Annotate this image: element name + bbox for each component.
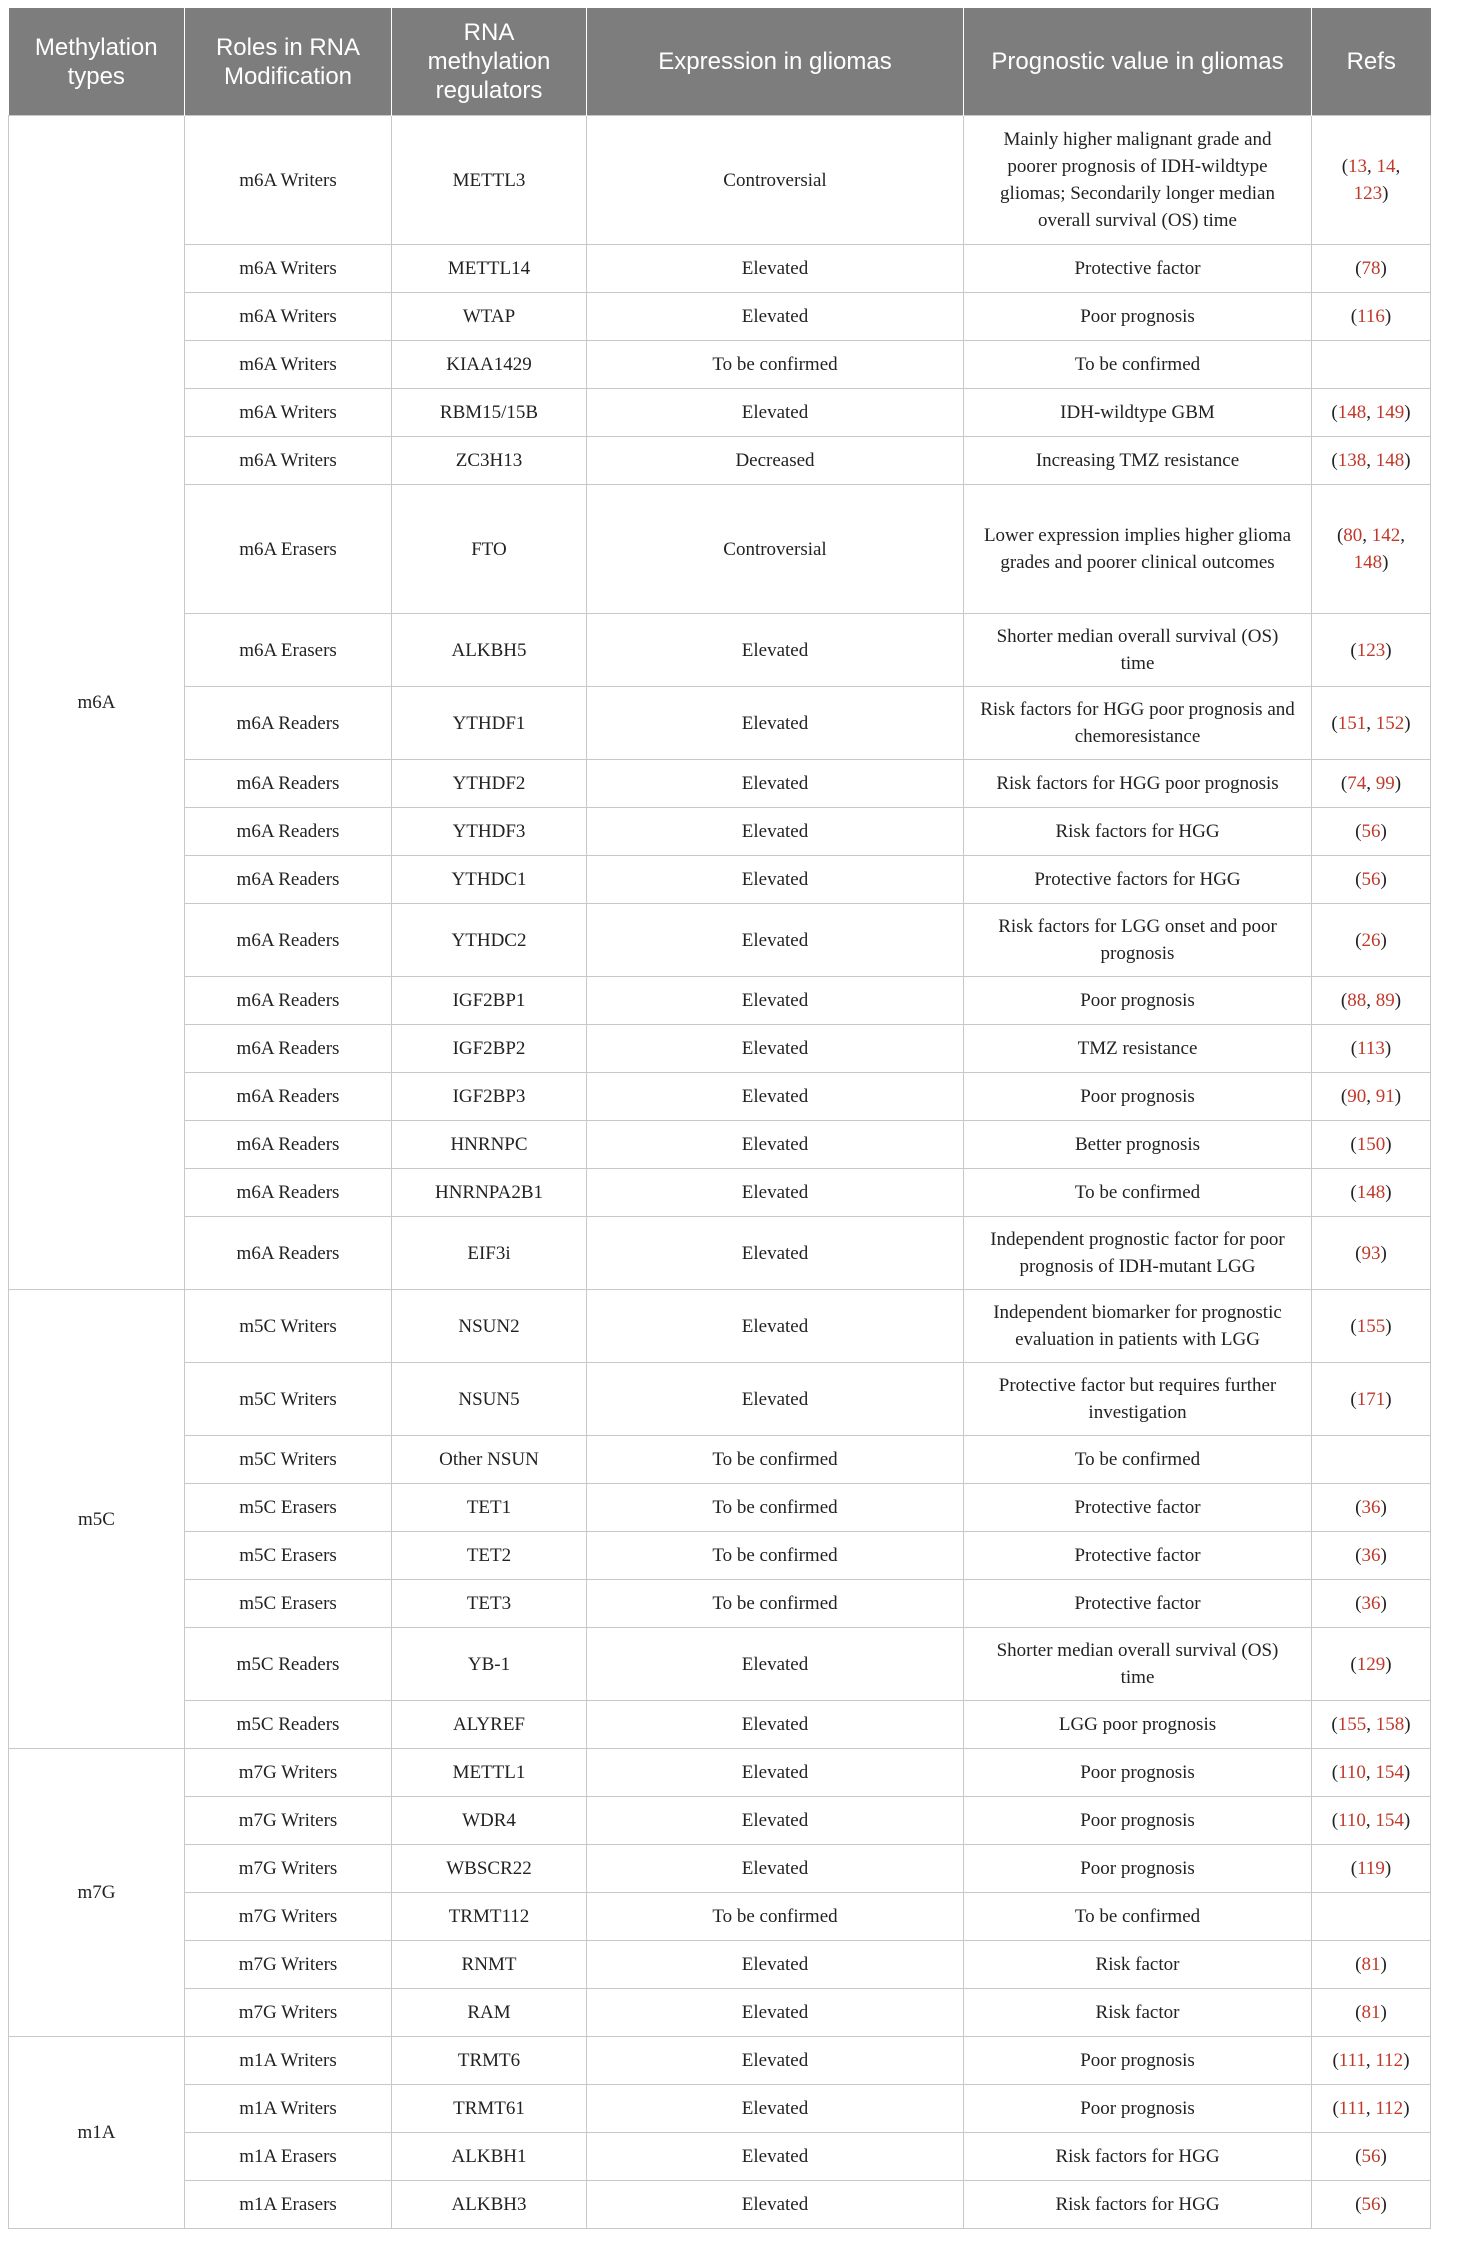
role-cell: m5C Erasers bbox=[185, 1532, 392, 1580]
refs-cell: (74, 99) bbox=[1312, 760, 1431, 808]
expression-cell: To be confirmed bbox=[587, 1436, 964, 1484]
role-cell: m5C Writers bbox=[185, 1290, 392, 1363]
expression-cell: Elevated bbox=[587, 2133, 964, 2181]
expression-cell: To be confirmed bbox=[587, 1532, 964, 1580]
refs-cell: (129) bbox=[1312, 1628, 1431, 1701]
refs-cell: (81) bbox=[1312, 1941, 1431, 1989]
table-row bbox=[9, 2181, 1431, 2229]
role-cell: m5C Readers bbox=[185, 1701, 392, 1749]
regulator-cell: ALKBH5 bbox=[392, 614, 587, 687]
role-cell: m6A Writers bbox=[185, 245, 392, 293]
role-cell: m6A Readers bbox=[185, 760, 392, 808]
refs-cell: (151, 152) bbox=[1312, 687, 1431, 760]
header-expression: Expression in gliomas bbox=[587, 8, 964, 116]
refs-cell: (148) bbox=[1312, 1169, 1431, 1217]
prognostic-cell: Protective factors for HGG bbox=[964, 856, 1312, 904]
table-row bbox=[9, 2085, 1431, 2133]
ref-link[interactable]: 152 bbox=[1375, 712, 1405, 734]
expression-cell: Elevated bbox=[587, 2181, 964, 2229]
ref-link[interactable]: 171 bbox=[1356, 1388, 1386, 1410]
regulator-cell: Other NSUN bbox=[392, 1436, 587, 1484]
prognostic-cell: Poor prognosis bbox=[964, 977, 1312, 1025]
regulator-cell: ALYREF bbox=[392, 1701, 587, 1749]
role-cell: m6A Writers bbox=[185, 389, 392, 437]
role-cell: m6A Readers bbox=[185, 977, 392, 1025]
refs-cell: (93) bbox=[1312, 1217, 1431, 1290]
table-row bbox=[9, 341, 1431, 389]
methylation-regulators-table bbox=[8, 8, 1431, 2229]
regulator-cell: METTL1 bbox=[392, 1749, 587, 1797]
ref-link[interactable]: 110 bbox=[1338, 1762, 1366, 1783]
expression-cell: Elevated bbox=[587, 1989, 964, 2037]
prognostic-cell: Poor prognosis bbox=[964, 1073, 1312, 1121]
regulator-cell: RNMT bbox=[392, 1941, 587, 1989]
expression-cell: Elevated bbox=[587, 389, 964, 437]
role-cell: m5C Writers bbox=[185, 1363, 392, 1436]
ref-link[interactable]: 93 bbox=[1361, 1242, 1381, 1264]
expression-cell: To be confirmed bbox=[587, 1893, 964, 1941]
table-row bbox=[9, 437, 1431, 485]
expression-cell: Elevated bbox=[587, 1121, 964, 1169]
table-body bbox=[9, 116, 1431, 2229]
expression-cell: To be confirmed bbox=[587, 341, 964, 389]
regulator-cell: WTAP bbox=[392, 293, 587, 341]
ref-link[interactable]: 74 bbox=[1347, 773, 1367, 794]
expression-cell: Elevated bbox=[587, 2037, 964, 2085]
regulator-cell: YTHDC2 bbox=[392, 904, 587, 977]
table-row bbox=[9, 1580, 1431, 1628]
ref-link[interactable]: 151 bbox=[1337, 712, 1367, 734]
refs-cell: (110, 154) bbox=[1312, 1749, 1431, 1797]
table-row bbox=[9, 856, 1431, 904]
table-row bbox=[9, 1363, 1431, 1436]
table-row bbox=[9, 1290, 1431, 1363]
prognostic-cell: To be confirmed bbox=[964, 1169, 1312, 1217]
prognostic-cell: Increasing TMZ resistance bbox=[964, 437, 1312, 485]
role-cell: m1A Erasers bbox=[185, 2133, 392, 2181]
ref-link[interactable]: 26 bbox=[1361, 929, 1381, 951]
regulator-cell: IGF2BP2 bbox=[392, 1025, 587, 1073]
ref-link[interactable]: 111 bbox=[1338, 2050, 1366, 2071]
table-wrapper bbox=[8, 8, 1430, 2229]
table-row bbox=[9, 1628, 1431, 1701]
ref-link[interactable]: 36 bbox=[1361, 1593, 1381, 1614]
table-row bbox=[9, 1169, 1431, 1217]
role-cell: m1A Erasers bbox=[185, 2181, 392, 2229]
prognostic-cell: Risk factor bbox=[964, 1989, 1312, 2037]
role-cell: m5C Writers bbox=[185, 1436, 392, 1484]
regulator-cell: RBM15/15B bbox=[392, 389, 587, 437]
regulator-cell: NSUN2 bbox=[392, 1290, 587, 1363]
role-cell: m5C Erasers bbox=[185, 1484, 392, 1532]
prognostic-cell: Risk factors for HGG bbox=[964, 2133, 1312, 2181]
header-refs: Refs bbox=[1312, 8, 1431, 116]
refs-cell: (111, 112) bbox=[1312, 2085, 1431, 2133]
refs-cell: (110, 154) bbox=[1312, 1797, 1431, 1845]
prognostic-cell: Mainly higher malignant grade and poorer prognosis of IDH-wildtype gliomas; Secondarily longer median overall survival (OS) time bbox=[964, 116, 1312, 245]
table-row bbox=[9, 1121, 1431, 1169]
ref-link[interactable]: 113 bbox=[1357, 1038, 1385, 1059]
expression-cell: Decreased bbox=[587, 437, 964, 485]
refs-cell: (56) bbox=[1312, 856, 1431, 904]
refs-cell: (56) bbox=[1312, 808, 1431, 856]
prognostic-cell: Risk factors for HGG poor prognosis bbox=[964, 760, 1312, 808]
ref-link[interactable]: 88 bbox=[1347, 990, 1367, 1011]
refs-cell: (81) bbox=[1312, 1989, 1431, 2037]
ref-link[interactable]: 56 bbox=[1361, 2194, 1381, 2215]
table-header bbox=[9, 8, 1431, 116]
table-row bbox=[9, 687, 1431, 760]
ref-link[interactable]: 81 bbox=[1361, 2002, 1381, 2023]
ref-link[interactable]: 148 bbox=[1356, 1182, 1386, 1203]
regulator-cell: WBSCR22 bbox=[392, 1845, 587, 1893]
ref-link[interactable]: 89 bbox=[1375, 990, 1395, 1011]
prognostic-cell: Poor prognosis bbox=[964, 1845, 1312, 1893]
refs-cell: (56) bbox=[1312, 2181, 1431, 2229]
role-cell: m6A Readers bbox=[185, 1073, 392, 1121]
header-methylation-types: Methylation types bbox=[9, 8, 185, 116]
refs-cell: (116) bbox=[1312, 293, 1431, 341]
prognostic-cell: Protective factor but requires further investigation bbox=[964, 1363, 1312, 1436]
prognostic-cell: IDH-wildtype GBM bbox=[964, 389, 1312, 437]
ref-link[interactable]: 112 bbox=[1375, 2098, 1404, 2119]
role-cell: m6A Readers bbox=[185, 1025, 392, 1073]
role-cell: m6A Writers bbox=[185, 293, 392, 341]
regulator-cell: FTO bbox=[392, 485, 587, 614]
ref-link[interactable]: 148 bbox=[1353, 552, 1383, 573]
prognostic-cell: TMZ resistance bbox=[964, 1025, 1312, 1073]
expression-cell: Elevated bbox=[587, 614, 964, 687]
refs-cell: (111, 112) bbox=[1312, 2037, 1431, 2085]
table-row bbox=[9, 1217, 1431, 1290]
ref-link[interactable]: 112 bbox=[1375, 2050, 1404, 2071]
table-row bbox=[9, 485, 1431, 614]
expression-cell: Controversial bbox=[587, 485, 964, 614]
table-row bbox=[9, 760, 1431, 808]
ref-link[interactable]: 154 bbox=[1375, 1810, 1404, 1831]
prognostic-cell: Risk factors for LGG onset and poor prognosis bbox=[964, 904, 1312, 977]
ref-link[interactable]: 155 bbox=[1356, 1315, 1386, 1337]
table-row bbox=[9, 1701, 1431, 1749]
table-row bbox=[9, 1893, 1431, 1941]
role-cell: m1A Writers bbox=[185, 2085, 392, 2133]
methylation-type-cell: m7G bbox=[9, 1749, 185, 2037]
ref-link[interactable]: 110 bbox=[1338, 1810, 1366, 1831]
regulator-cell: YTHDF3 bbox=[392, 808, 587, 856]
refs-cell: (90, 91) bbox=[1312, 1073, 1431, 1121]
table-row bbox=[9, 1797, 1431, 1845]
expression-cell: Elevated bbox=[587, 856, 964, 904]
prognostic-cell: Independent biomarker for prognostic evaluation in patients with LGG bbox=[964, 1290, 1312, 1363]
ref-link[interactable]: 148 bbox=[1337, 402, 1367, 423]
ref-link[interactable]: 56 bbox=[1361, 821, 1381, 842]
refs-cell: (138, 148) bbox=[1312, 437, 1431, 485]
regulator-cell: WDR4 bbox=[392, 1797, 587, 1845]
refs-cell: (36) bbox=[1312, 1580, 1431, 1628]
refs-cell: (78) bbox=[1312, 245, 1431, 293]
prognostic-cell: Poor prognosis bbox=[964, 1797, 1312, 1845]
role-cell: m7G Writers bbox=[185, 1893, 392, 1941]
regulator-cell: ALKBH1 bbox=[392, 2133, 587, 2181]
role-cell: m1A Writers bbox=[185, 2037, 392, 2085]
refs-cell: (148, 149) bbox=[1312, 389, 1431, 437]
ref-link[interactable]: 56 bbox=[1361, 869, 1381, 890]
prognostic-cell: To be confirmed bbox=[964, 1893, 1312, 1941]
regulator-cell: IGF2BP1 bbox=[392, 977, 587, 1025]
expression-cell: Elevated bbox=[587, 2085, 964, 2133]
refs-cell: (80, 142, 148) bbox=[1312, 485, 1431, 614]
ref-link[interactable]: 90 bbox=[1347, 1086, 1367, 1107]
refs-cell: (13, 14, 123) bbox=[1312, 116, 1431, 245]
regulator-cell: YTHDF2 bbox=[392, 760, 587, 808]
role-cell: m6A Readers bbox=[185, 687, 392, 760]
regulator-cell: ALKBH3 bbox=[392, 2181, 587, 2229]
ref-link[interactable]: 119 bbox=[1357, 1858, 1385, 1879]
table-row bbox=[9, 1025, 1431, 1073]
role-cell: m6A Erasers bbox=[185, 614, 392, 687]
role-cell: m6A Readers bbox=[185, 808, 392, 856]
role-cell: m6A Writers bbox=[185, 116, 392, 245]
ref-link[interactable]: 155 bbox=[1337, 1714, 1367, 1735]
table-row bbox=[9, 389, 1431, 437]
expression-cell: Elevated bbox=[587, 1169, 964, 1217]
regulator-cell: TET1 bbox=[392, 1484, 587, 1532]
role-cell: m6A Writers bbox=[185, 341, 392, 389]
table-row bbox=[9, 293, 1431, 341]
refs-cell: (155, 158) bbox=[1312, 1701, 1431, 1749]
regulator-cell: HNRNPC bbox=[392, 1121, 587, 1169]
expression-cell: Elevated bbox=[587, 977, 964, 1025]
regulator-cell: IGF2BP3 bbox=[392, 1073, 587, 1121]
regulator-cell: TRMT112 bbox=[392, 1893, 587, 1941]
table-row bbox=[9, 808, 1431, 856]
table-row bbox=[9, 904, 1431, 977]
refs-cell: (26) bbox=[1312, 904, 1431, 977]
table-row bbox=[9, 1845, 1431, 1893]
expression-cell: Elevated bbox=[587, 1025, 964, 1073]
ref-link[interactable]: 91 bbox=[1375, 1086, 1395, 1107]
ref-link[interactable]: 36 bbox=[1361, 1545, 1381, 1566]
table-row bbox=[9, 1532, 1431, 1580]
role-cell: m7G Writers bbox=[185, 1989, 392, 2037]
expression-cell: Elevated bbox=[587, 1363, 964, 1436]
refs-cell: (36) bbox=[1312, 1532, 1431, 1580]
regulator-cell: TRMT6 bbox=[392, 2037, 587, 2085]
regulator-cell: EIF3i bbox=[392, 1217, 587, 1290]
regulator-cell: YB-1 bbox=[392, 1628, 587, 1701]
prognostic-cell: Protective factor bbox=[964, 1484, 1312, 1532]
expression-cell: Elevated bbox=[587, 1628, 964, 1701]
ref-link[interactable]: 13 bbox=[1348, 156, 1368, 177]
regulator-cell: YTHDF1 bbox=[392, 687, 587, 760]
prognostic-cell: Poor prognosis bbox=[964, 2085, 1312, 2133]
refs-cell: (113) bbox=[1312, 1025, 1431, 1073]
prognostic-cell: Risk factors for HGG bbox=[964, 2181, 1312, 2229]
table-row bbox=[9, 2037, 1431, 2085]
expression-cell: To be confirmed bbox=[587, 1484, 964, 1532]
table-row bbox=[9, 1941, 1431, 1989]
regulator-cell: TET3 bbox=[392, 1580, 587, 1628]
expression-cell: Elevated bbox=[587, 1290, 964, 1363]
methylation-type-cell: m5C bbox=[9, 1290, 185, 1749]
expression-cell: Elevated bbox=[587, 1941, 964, 1989]
role-cell: m5C Erasers bbox=[185, 1580, 392, 1628]
refs-cell: (36) bbox=[1312, 1484, 1431, 1532]
expression-cell: Elevated bbox=[587, 1845, 964, 1893]
refs-cell: (150) bbox=[1312, 1121, 1431, 1169]
refs-cell: (119) bbox=[1312, 1845, 1431, 1893]
header-roles: Roles in RNA Modification bbox=[185, 8, 392, 116]
expression-cell: Elevated bbox=[587, 760, 964, 808]
refs-cell bbox=[1312, 1893, 1431, 1941]
table-row bbox=[9, 977, 1431, 1025]
regulator-cell: ZC3H13 bbox=[392, 437, 587, 485]
header-regulators: RNA methylation regulators bbox=[392, 8, 587, 116]
prognostic-cell: Independent prognostic factor for poor prognosis of IDH-mutant LGG bbox=[964, 1217, 1312, 1290]
prognostic-cell: Protective factor bbox=[964, 1580, 1312, 1628]
expression-cell: Elevated bbox=[587, 808, 964, 856]
prognostic-cell: Lower expression implies higher glioma grades and poorer clinical outcomes bbox=[964, 485, 1312, 614]
expression-cell: Elevated bbox=[587, 687, 964, 760]
regulator-cell: METTL3 bbox=[392, 116, 587, 245]
regulator-cell: KIAA1429 bbox=[392, 341, 587, 389]
role-cell: m7G Writers bbox=[185, 1941, 392, 1989]
table-row bbox=[9, 1484, 1431, 1532]
regulator-cell: TET2 bbox=[392, 1532, 587, 1580]
role-cell: m5C Readers bbox=[185, 1628, 392, 1701]
header-row bbox=[9, 8, 1431, 116]
ref-link[interactable]: 129 bbox=[1356, 1653, 1386, 1675]
regulator-cell: YTHDC1 bbox=[392, 856, 587, 904]
prognostic-cell: Risk factors for HGG bbox=[964, 808, 1312, 856]
expression-cell: Elevated bbox=[587, 1749, 964, 1797]
role-cell: m6A Readers bbox=[185, 904, 392, 977]
table-row bbox=[9, 1073, 1431, 1121]
table-row bbox=[9, 614, 1431, 687]
table-row bbox=[9, 245, 1431, 293]
regulator-cell: HNRNPA2B1 bbox=[392, 1169, 587, 1217]
prognostic-cell: Poor prognosis bbox=[964, 2037, 1312, 2085]
prognostic-cell: Risk factor bbox=[964, 1941, 1312, 1989]
role-cell: m6A Readers bbox=[185, 856, 392, 904]
table-row bbox=[9, 116, 1431, 245]
methylation-type-cell: m1A bbox=[9, 2037, 185, 2229]
expression-cell: Controversial bbox=[587, 116, 964, 245]
role-cell: m6A Readers bbox=[185, 1217, 392, 1290]
ref-link[interactable]: 149 bbox=[1375, 402, 1405, 423]
ref-link[interactable]: 158 bbox=[1375, 1714, 1405, 1735]
prognostic-cell: To be confirmed bbox=[964, 341, 1312, 389]
ref-link[interactable]: 36 bbox=[1361, 1497, 1381, 1518]
ref-link[interactable]: 138 bbox=[1337, 450, 1367, 471]
expression-cell: Elevated bbox=[587, 904, 964, 977]
role-cell: m6A Erasers bbox=[185, 485, 392, 614]
prognostic-cell: Poor prognosis bbox=[964, 293, 1312, 341]
expression-cell: Elevated bbox=[587, 1217, 964, 1290]
prognostic-cell: LGG poor prognosis bbox=[964, 1701, 1312, 1749]
regulator-cell: NSUN5 bbox=[392, 1363, 587, 1436]
regulator-cell: METTL14 bbox=[392, 245, 587, 293]
table-row bbox=[9, 1989, 1431, 2037]
table-row bbox=[9, 2133, 1431, 2181]
prognostic-cell: Risk factors for HGG poor prognosis and chemoresistance bbox=[964, 687, 1312, 760]
table-row bbox=[9, 1436, 1431, 1484]
expression-cell: Elevated bbox=[587, 293, 964, 341]
refs-cell: (56) bbox=[1312, 2133, 1431, 2181]
regulator-cell: RAM bbox=[392, 1989, 587, 2037]
expression-cell: Elevated bbox=[587, 1797, 964, 1845]
refs-cell bbox=[1312, 1436, 1431, 1484]
ref-link[interactable]: 123 bbox=[1356, 639, 1386, 661]
prognostic-cell: Poor prognosis bbox=[964, 1749, 1312, 1797]
refs-cell: (88, 89) bbox=[1312, 977, 1431, 1025]
ref-link[interactable]: 148 bbox=[1375, 450, 1405, 471]
role-cell: m6A Readers bbox=[185, 1121, 392, 1169]
ref-link[interactable]: 111 bbox=[1338, 2098, 1366, 2119]
table-row bbox=[9, 1749, 1431, 1797]
ref-link[interactable]: 154 bbox=[1375, 1762, 1404, 1783]
ref-link[interactable]: 81 bbox=[1361, 1954, 1381, 1975]
ref-link[interactable]: 80 bbox=[1343, 525, 1363, 546]
expression-cell: Elevated bbox=[587, 1701, 964, 1749]
prognostic-cell: To be confirmed bbox=[964, 1436, 1312, 1484]
expression-cell: Elevated bbox=[587, 245, 964, 293]
header-prognostic: Prognostic value in gliomas bbox=[964, 8, 1312, 116]
ref-link[interactable]: 56 bbox=[1361, 2146, 1381, 2167]
expression-cell: Elevated bbox=[587, 1073, 964, 1121]
prognostic-cell: Protective factor bbox=[964, 245, 1312, 293]
ref-link[interactable]: 150 bbox=[1356, 1134, 1386, 1155]
ref-link[interactable]: 78 bbox=[1361, 258, 1381, 279]
refs-cell: (123) bbox=[1312, 614, 1431, 687]
ref-link[interactable]: 123 bbox=[1353, 183, 1383, 204]
prognostic-cell: Protective factor bbox=[964, 1532, 1312, 1580]
role-cell: m7G Writers bbox=[185, 1797, 392, 1845]
role-cell: m6A Writers bbox=[185, 437, 392, 485]
refs-cell: (155) bbox=[1312, 1290, 1431, 1363]
refs-cell bbox=[1312, 341, 1431, 389]
ref-link[interactable]: 116 bbox=[1357, 306, 1385, 327]
ref-link[interactable]: 14 bbox=[1376, 156, 1396, 177]
prognostic-cell: Shorter median overall survival (OS) time bbox=[964, 614, 1312, 687]
prognostic-cell: Shorter median overall survival (OS) time bbox=[964, 1628, 1312, 1701]
role-cell: m7G Writers bbox=[185, 1749, 392, 1797]
role-cell: m7G Writers bbox=[185, 1845, 392, 1893]
ref-link[interactable]: 99 bbox=[1375, 773, 1395, 794]
expression-cell: To be confirmed bbox=[587, 1580, 964, 1628]
refs-cell: (171) bbox=[1312, 1363, 1431, 1436]
regulator-cell: TRMT61 bbox=[392, 2085, 587, 2133]
ref-link[interactable]: 142 bbox=[1371, 525, 1401, 546]
methylation-type-cell: m6A bbox=[9, 116, 185, 1290]
prognostic-cell: Better prognosis bbox=[964, 1121, 1312, 1169]
role-cell: m6A Readers bbox=[185, 1169, 392, 1217]
